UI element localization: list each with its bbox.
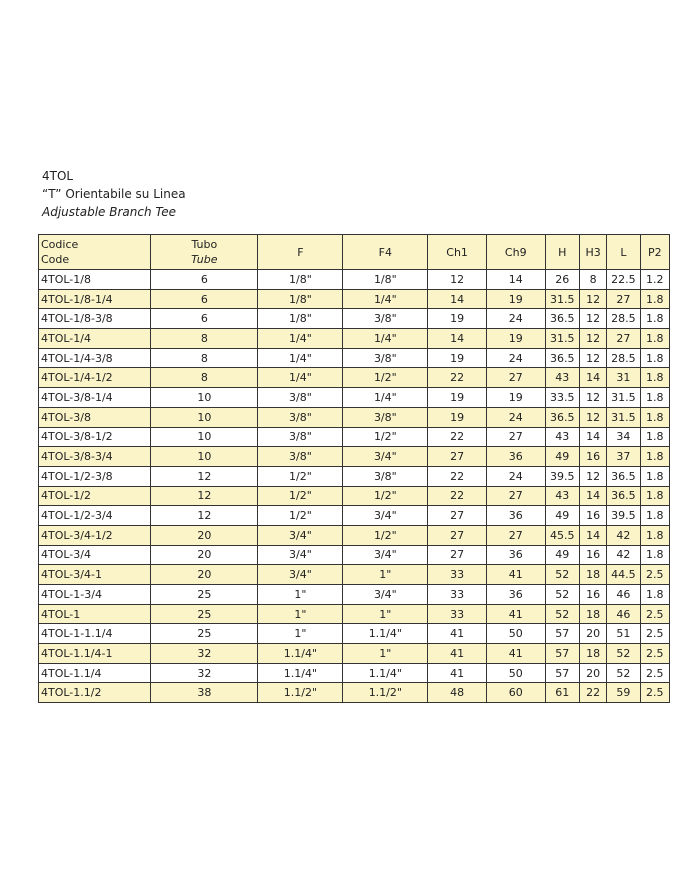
cell-l: 28.5 (607, 309, 640, 329)
cell-f4: 1/2" (343, 427, 428, 447)
cell-tube: 10 (151, 447, 258, 467)
cell-p2: 2.5 (640, 624, 669, 644)
cell-ch1: 27 (428, 525, 487, 545)
cell-h3: 12 (579, 407, 606, 427)
cell-f4: 1.1/2" (343, 683, 428, 703)
cell-code: 4TOL-3/4-1/2 (39, 525, 151, 545)
cell-f4: 1/4" (343, 289, 428, 309)
header-code-english: Code (41, 253, 70, 266)
cell-code: 4TOL-1.1/2 (39, 683, 151, 703)
cell-f: 1/8" (258, 289, 343, 309)
cell-f: 1/8" (258, 270, 343, 290)
cell-tube: 6 (151, 289, 258, 309)
table-header-row (39, 235, 670, 270)
cell-l: 52 (607, 663, 640, 683)
cell-p2: 2.5 (640, 604, 669, 624)
cell-l: 44.5 (607, 565, 640, 585)
cell-ch1: 19 (428, 388, 487, 408)
cell-l: 37 (607, 447, 640, 467)
cell-ch9: 36 (486, 545, 545, 565)
cell-tube: 8 (151, 368, 258, 388)
cell-f4: 3/8" (343, 348, 428, 368)
cell-l: 27 (607, 289, 640, 309)
cell-f: 1/4" (258, 348, 343, 368)
cell-p2: 1.8 (640, 447, 669, 467)
cell-code: 4TOL-3/8 (39, 407, 151, 427)
cell-p2: 1.8 (640, 486, 669, 506)
cell-h: 49 (545, 506, 579, 526)
cell-code: 4TOL-1.1/4 (39, 663, 151, 683)
cell-f4: 1/8" (343, 270, 428, 290)
table-row (39, 663, 670, 683)
cell-ch9: 50 (486, 624, 545, 644)
cell-f4: 1" (343, 604, 428, 624)
cell-f4: 3/8" (343, 407, 428, 427)
header-p2: P2 (640, 235, 669, 270)
cell-h: 52 (545, 565, 579, 585)
cell-p2: 2.5 (640, 644, 669, 664)
cell-h3: 12 (579, 348, 606, 368)
table-row (39, 585, 670, 605)
cell-h3: 16 (579, 545, 606, 565)
product-code-title: 4TOL (42, 169, 74, 183)
cell-code: 4TOL-1 (39, 604, 151, 624)
cell-code: 4TOL-3/8-1/4 (39, 388, 151, 408)
cell-code: 4TOL-1/4-3/8 (39, 348, 151, 368)
cell-l: 27 (607, 329, 640, 349)
cell-h: 36.5 (545, 348, 579, 368)
cell-code: 4TOL-1/2-3/8 (39, 466, 151, 486)
cell-l: 31.5 (607, 388, 640, 408)
cell-code: 4TOL-1/2-3/4 (39, 506, 151, 526)
cell-ch1: 22 (428, 368, 487, 388)
cell-code: 4TOL-1.1/4-1 (39, 644, 151, 664)
cell-f: 1/2" (258, 486, 343, 506)
product-name-english: Adjustable Branch Tee (42, 205, 176, 219)
cell-h3: 18 (579, 644, 606, 664)
cell-f: 1/8" (258, 309, 343, 329)
cell-f4: 3/8" (343, 309, 428, 329)
table-row (39, 545, 670, 565)
cell-ch9: 27 (486, 427, 545, 447)
cell-h3: 12 (579, 309, 606, 329)
cell-code: 4TOL-1/4-1/2 (39, 368, 151, 388)
table-body (39, 270, 670, 703)
cell-f: 3/4" (258, 565, 343, 585)
cell-code: 4TOL-3/8-3/4 (39, 447, 151, 467)
cell-l: 59 (607, 683, 640, 703)
cell-tube: 12 (151, 486, 258, 506)
table-row (39, 644, 670, 664)
cell-f: 1/4" (258, 329, 343, 349)
cell-h: 57 (545, 663, 579, 683)
cell-code: 4TOL-1/8 (39, 270, 151, 290)
table-row (39, 486, 670, 506)
table-row (39, 289, 670, 309)
cell-l: 51 (607, 624, 640, 644)
cell-f: 1/4" (258, 368, 343, 388)
cell-p2: 1.8 (640, 466, 669, 486)
table-row (39, 348, 670, 368)
cell-f4: 3/4" (343, 447, 428, 467)
cell-f4: 1/2" (343, 525, 428, 545)
cell-ch1: 41 (428, 663, 487, 683)
cell-h3: 18 (579, 604, 606, 624)
cell-f4: 3/8" (343, 466, 428, 486)
cell-ch9: 27 (486, 525, 545, 545)
cell-f: 1" (258, 624, 343, 644)
cell-tube: 10 (151, 427, 258, 447)
cell-f4: 1/4" (343, 388, 428, 408)
cell-f4: 1.1/4" (343, 624, 428, 644)
cell-tube: 25 (151, 604, 258, 624)
cell-code: 4TOL-3/8-1/2 (39, 427, 151, 447)
cell-h: 31.5 (545, 329, 579, 349)
table-row (39, 309, 670, 329)
cell-ch9: 19 (486, 289, 545, 309)
cell-h3: 16 (579, 447, 606, 467)
table-row (39, 270, 670, 290)
cell-f4: 1" (343, 644, 428, 664)
cell-l: 28.5 (607, 348, 640, 368)
cell-l: 36.5 (607, 466, 640, 486)
cell-f: 3/8" (258, 407, 343, 427)
cell-l: 46 (607, 585, 640, 605)
table-row (39, 427, 670, 447)
cell-p2: 1.8 (640, 545, 669, 565)
cell-l: 31 (607, 368, 640, 388)
cell-p2: 1.8 (640, 289, 669, 309)
cell-h: 33.5 (545, 388, 579, 408)
cell-l: 31.5 (607, 407, 640, 427)
cell-tube: 8 (151, 329, 258, 349)
cell-h: 61 (545, 683, 579, 703)
cell-h: 43 (545, 486, 579, 506)
cell-ch9: 36 (486, 447, 545, 467)
header-code (39, 235, 151, 270)
cell-h3: 14 (579, 525, 606, 545)
cell-ch9: 24 (486, 309, 545, 329)
header-h3: H3 (579, 235, 606, 270)
table-row (39, 329, 670, 349)
cell-ch1: 22 (428, 427, 487, 447)
cell-h3: 12 (579, 388, 606, 408)
cell-code: 4TOL-1/4 (39, 329, 151, 349)
cell-l: 46 (607, 604, 640, 624)
cell-ch9: 41 (486, 604, 545, 624)
cell-tube: 20 (151, 565, 258, 585)
cell-ch1: 27 (428, 447, 487, 467)
cell-h: 57 (545, 624, 579, 644)
header-ch9: Ch9 (486, 235, 545, 270)
cell-tube: 32 (151, 663, 258, 683)
cell-ch9: 24 (486, 348, 545, 368)
cell-p2: 2.5 (640, 683, 669, 703)
dimensions-table (38, 234, 670, 703)
cell-h: 45.5 (545, 525, 579, 545)
cell-ch1: 22 (428, 466, 487, 486)
cell-f4: 1.1/4" (343, 663, 428, 683)
cell-tube: 25 (151, 624, 258, 644)
header-f4: F4 (343, 235, 428, 270)
cell-ch1: 14 (428, 329, 487, 349)
cell-ch9: 41 (486, 565, 545, 585)
cell-h: 49 (545, 447, 579, 467)
cell-ch9: 19 (486, 329, 545, 349)
cell-tube: 25 (151, 585, 258, 605)
cell-h3: 20 (579, 663, 606, 683)
cell-ch1: 19 (428, 407, 487, 427)
cell-f4: 1/2" (343, 368, 428, 388)
cell-tube: 12 (151, 506, 258, 526)
header-tube-english: Tube (191, 253, 218, 266)
cell-tube: 6 (151, 270, 258, 290)
cell-h: 36.5 (545, 309, 579, 329)
cell-h: 39.5 (545, 466, 579, 486)
cell-ch1: 19 (428, 309, 487, 329)
cell-ch1: 48 (428, 683, 487, 703)
cell-ch1: 22 (428, 486, 487, 506)
cell-h: 43 (545, 368, 579, 388)
cell-f: 3/8" (258, 447, 343, 467)
cell-p2: 1.2 (640, 270, 669, 290)
cell-f: 3/4" (258, 545, 343, 565)
cell-l: 42 (607, 525, 640, 545)
table-row (39, 447, 670, 467)
cell-f: 1.1/4" (258, 663, 343, 683)
cell-p2: 1.8 (640, 407, 669, 427)
cell-ch9: 24 (486, 407, 545, 427)
cell-h3: 20 (579, 624, 606, 644)
cell-ch9: 36 (486, 506, 545, 526)
cell-h: 26 (545, 270, 579, 290)
cell-h: 36.5 (545, 407, 579, 427)
table-row (39, 604, 670, 624)
cell-h3: 16 (579, 585, 606, 605)
cell-ch1: 41 (428, 624, 487, 644)
cell-ch9: 41 (486, 644, 545, 664)
cell-tube: 6 (151, 309, 258, 329)
cell-ch1: 27 (428, 545, 487, 565)
cell-ch1: 33 (428, 604, 487, 624)
cell-f4: 3/4" (343, 506, 428, 526)
cell-f4: 1/4" (343, 329, 428, 349)
cell-f4: 1" (343, 565, 428, 585)
cell-ch9: 24 (486, 466, 545, 486)
cell-ch1: 41 (428, 644, 487, 664)
cell-ch1: 14 (428, 289, 487, 309)
cell-ch9: 27 (486, 368, 545, 388)
cell-l: 22.5 (607, 270, 640, 290)
cell-h3: 8 (579, 270, 606, 290)
header-h: H (545, 235, 579, 270)
cell-ch1: 33 (428, 565, 487, 585)
cell-code: 4TOL-1/8-1/4 (39, 289, 151, 309)
cell-h3: 14 (579, 427, 606, 447)
cell-p2: 1.8 (640, 506, 669, 526)
table-row (39, 506, 670, 526)
cell-h: 52 (545, 604, 579, 624)
header-tube-italian: Tubo (191, 238, 218, 251)
cell-ch1: 27 (428, 506, 487, 526)
cell-f: 1" (258, 604, 343, 624)
cell-tube: 20 (151, 545, 258, 565)
cell-f4: 3/4" (343, 545, 428, 565)
cell-tube: 8 (151, 348, 258, 368)
cell-f4: 1/2" (343, 486, 428, 506)
cell-ch1: 12 (428, 270, 487, 290)
cell-ch9: 14 (486, 270, 545, 290)
table-row (39, 525, 670, 545)
cell-code: 4TOL-1/8-3/8 (39, 309, 151, 329)
cell-f: 3/8" (258, 388, 343, 408)
cell-p2: 1.8 (640, 368, 669, 388)
table-row (39, 565, 670, 585)
cell-p2: 1.8 (640, 348, 669, 368)
cell-ch9: 36 (486, 585, 545, 605)
cell-code: 4TOL-3/4 (39, 545, 151, 565)
cell-l: 34 (607, 427, 640, 447)
cell-tube: 12 (151, 466, 258, 486)
header-code-italian: Codice (41, 238, 79, 251)
table-row (39, 407, 670, 427)
cell-h3: 12 (579, 466, 606, 486)
cell-h: 57 (545, 644, 579, 664)
cell-p2: 1.8 (640, 309, 669, 329)
cell-ch9: 19 (486, 388, 545, 408)
cell-l: 52 (607, 644, 640, 664)
table-row (39, 466, 670, 486)
table-row (39, 624, 670, 644)
cell-f: 3/8" (258, 427, 343, 447)
header-ch1: Ch1 (428, 235, 487, 270)
cell-h: 31.5 (545, 289, 579, 309)
cell-ch1: 33 (428, 585, 487, 605)
table-row (39, 683, 670, 703)
cell-h3: 14 (579, 368, 606, 388)
cell-p2: 1.8 (640, 525, 669, 545)
cell-p2: 1.8 (640, 388, 669, 408)
cell-h3: 14 (579, 486, 606, 506)
header-tube (151, 235, 258, 270)
cell-h3: 16 (579, 506, 606, 526)
cell-f: 1.1/2" (258, 683, 343, 703)
cell-tube: 10 (151, 407, 258, 427)
cell-tube: 32 (151, 644, 258, 664)
cell-ch9: 27 (486, 486, 545, 506)
cell-p2: 1.8 (640, 329, 669, 349)
cell-tube: 38 (151, 683, 258, 703)
cell-ch9: 50 (486, 663, 545, 683)
cell-code: 4TOL-1-3/4 (39, 585, 151, 605)
cell-ch9: 60 (486, 683, 545, 703)
header-f: F (258, 235, 343, 270)
header-l: L (607, 235, 640, 270)
cell-f: 1" (258, 585, 343, 605)
table-row (39, 388, 670, 408)
cell-h: 49 (545, 545, 579, 565)
cell-f: 1.1/4" (258, 644, 343, 664)
cell-tube: 20 (151, 525, 258, 545)
cell-p2: 1.8 (640, 427, 669, 447)
cell-f4: 3/4" (343, 585, 428, 605)
cell-h3: 18 (579, 565, 606, 585)
cell-l: 42 (607, 545, 640, 565)
cell-p2: 2.5 (640, 565, 669, 585)
cell-p2: 1.8 (640, 585, 669, 605)
cell-p2: 2.5 (640, 663, 669, 683)
cell-f: 1/2" (258, 506, 343, 526)
cell-h3: 22 (579, 683, 606, 703)
cell-f: 3/4" (258, 525, 343, 545)
product-title-block (42, 167, 186, 221)
cell-ch1: 19 (428, 348, 487, 368)
cell-h: 52 (545, 585, 579, 605)
cell-h3: 12 (579, 289, 606, 309)
cell-code: 4TOL-1-1.1/4 (39, 624, 151, 644)
cell-tube: 10 (151, 388, 258, 408)
cell-h3: 12 (579, 329, 606, 349)
cell-l: 36.5 (607, 486, 640, 506)
cell-l: 39.5 (607, 506, 640, 526)
cell-f: 1/2" (258, 466, 343, 486)
cell-code: 4TOL-1/2 (39, 486, 151, 506)
product-name-italian: “T” Orientabile su Linea (42, 187, 186, 201)
table-row (39, 368, 670, 388)
cell-h: 43 (545, 427, 579, 447)
cell-code: 4TOL-3/4-1 (39, 565, 151, 585)
